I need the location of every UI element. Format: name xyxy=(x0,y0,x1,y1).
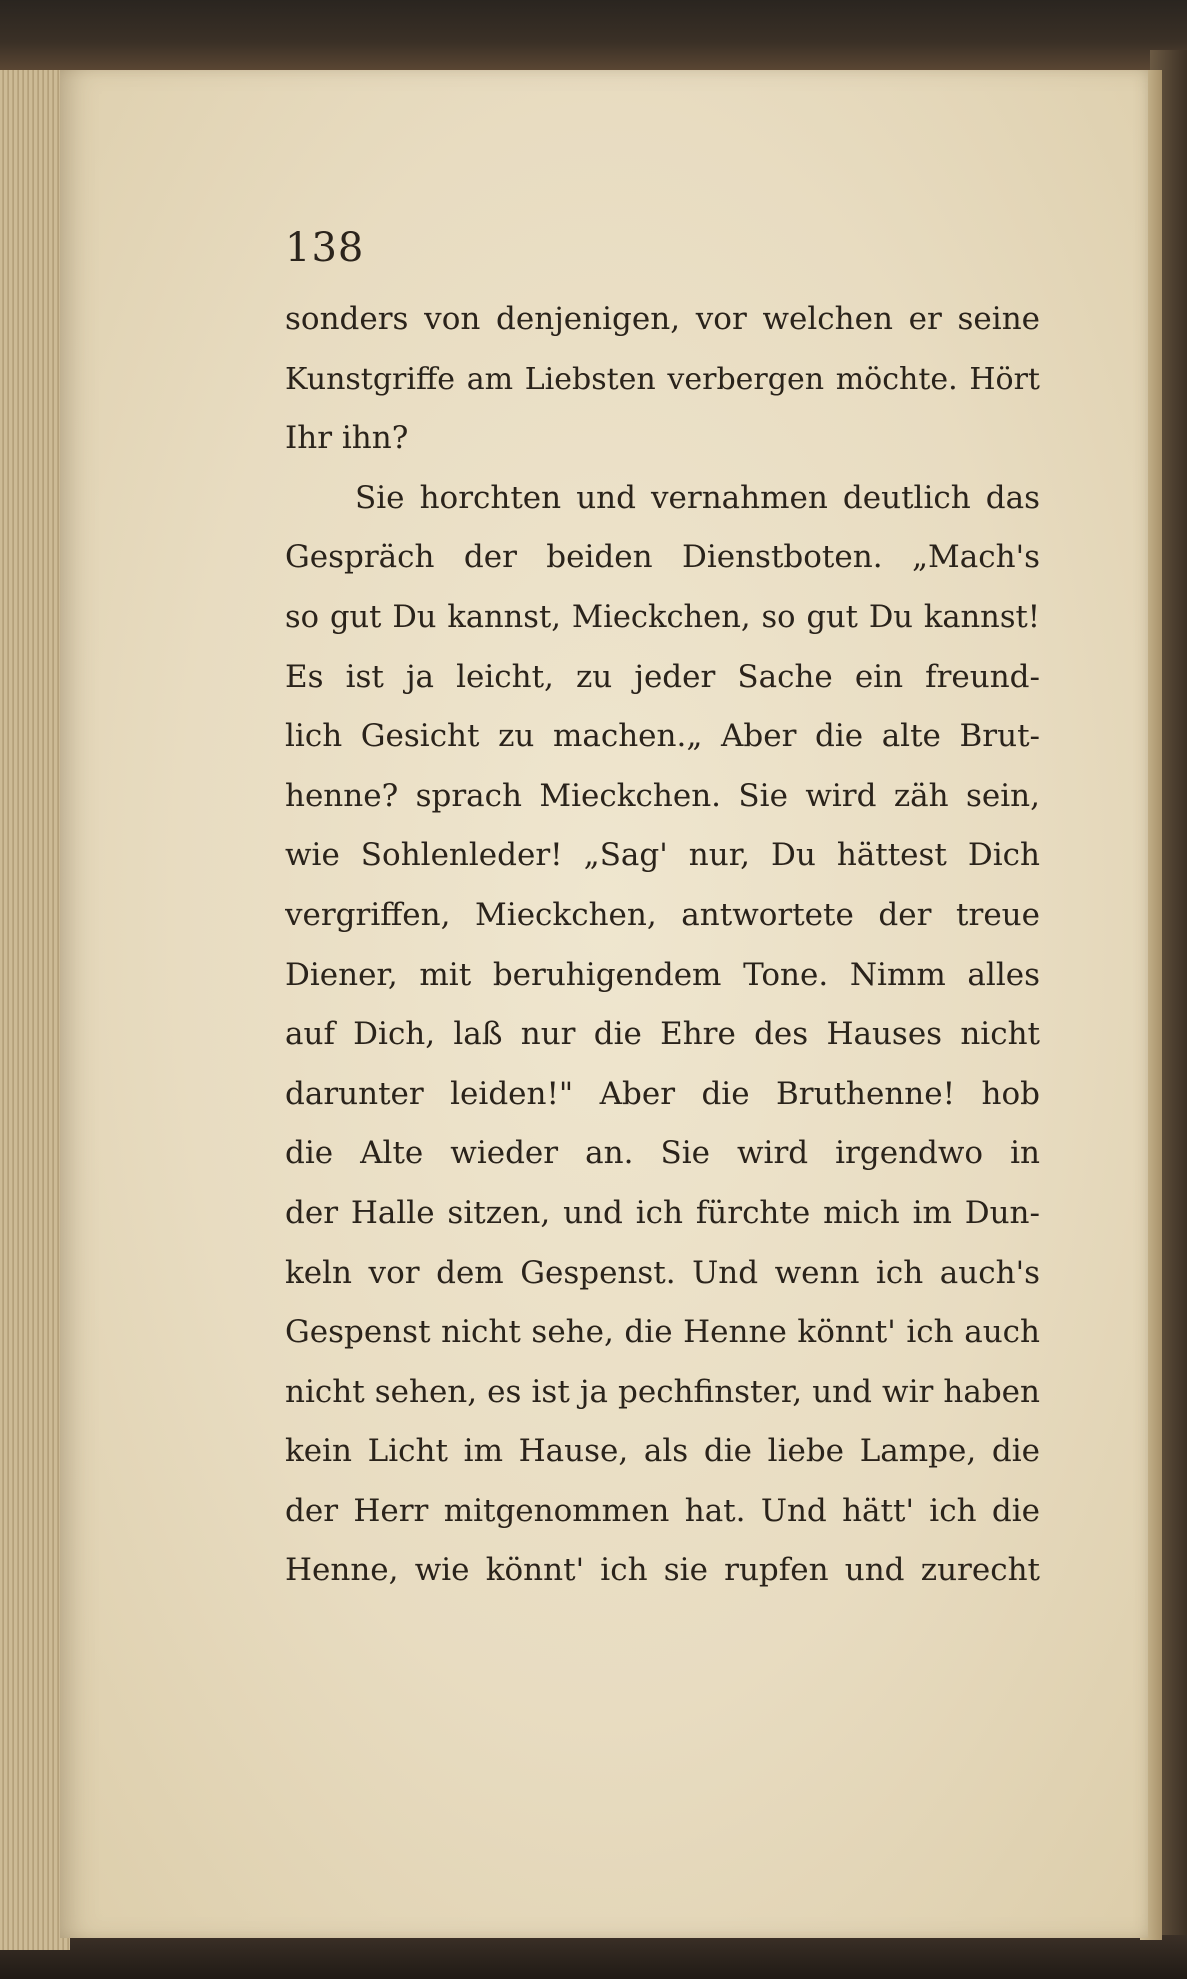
text-line: auf Dich, laß nur die Ehre des Hauses nicht xyxy=(285,1016,1040,1053)
text-line: nicht sehen, es ist ja pechfinster, und wir haben xyxy=(285,1373,1040,1410)
text-line: so gut Du kannst, Mieckchen, so gut Du kannst! xyxy=(285,599,1040,635)
text-line: Kunstgriffe am Liebsten verbergen möchte. Hört xyxy=(285,361,1040,397)
text-line: henne? sprach Mieckchen. Sie wird zäh sein, xyxy=(285,777,1040,814)
text-line: Gespräch der beiden Dienstboten. „Mach's xyxy=(285,539,1040,576)
text-line: kein Licht im Hause, als die liebe Lampe, die xyxy=(285,1433,1040,1470)
text-line: Gespenst nicht sehe, die Henne könnt' ich auch xyxy=(285,1314,1040,1351)
page-number: 138 xyxy=(285,225,365,271)
text-line: vergriffen, Mieckchen, antwortete der treue xyxy=(285,896,1040,933)
text-line: Sie horchten und vernahmen deutlich das xyxy=(355,479,1040,516)
book-cover-top xyxy=(0,0,1187,70)
text-line: darunter leiden!" Aber die Bruthenne! hob xyxy=(285,1075,1040,1112)
book-cover-bottom xyxy=(0,1935,1187,1979)
text-line: die Alte wieder an. Sie wird irgendwo in xyxy=(285,1135,1040,1172)
text-line: lich Gesicht zu machen.„ Aber die alte Brut- xyxy=(285,718,1040,755)
text-line: keln vor dem Gespenst. Und wenn ich auch's xyxy=(285,1254,1040,1291)
text-line: der Halle sitzen, und ich fürchte mich im Dun- xyxy=(285,1194,1040,1231)
text-line: Henne, wie könnt' ich sie rupfen und zurecht xyxy=(285,1552,1040,1589)
text-line: Diener, mit beruhigendem Tone. Nimm alles xyxy=(285,956,1040,993)
text-line: wie Sohlenleder! „Sag' nur, Du hättest Dich xyxy=(285,837,1040,874)
text-line: der Herr mitgenommen hat. Und hätt' ich die xyxy=(285,1492,1040,1529)
text-line: Ihr ihn? xyxy=(285,420,409,457)
page-text xyxy=(285,290,1040,1601)
text-line: Es ist ja leicht, zu jeder Sache ein freund- xyxy=(285,658,1040,695)
text-line: sonders von denjenigen, vor welchen er seine xyxy=(285,301,1040,337)
